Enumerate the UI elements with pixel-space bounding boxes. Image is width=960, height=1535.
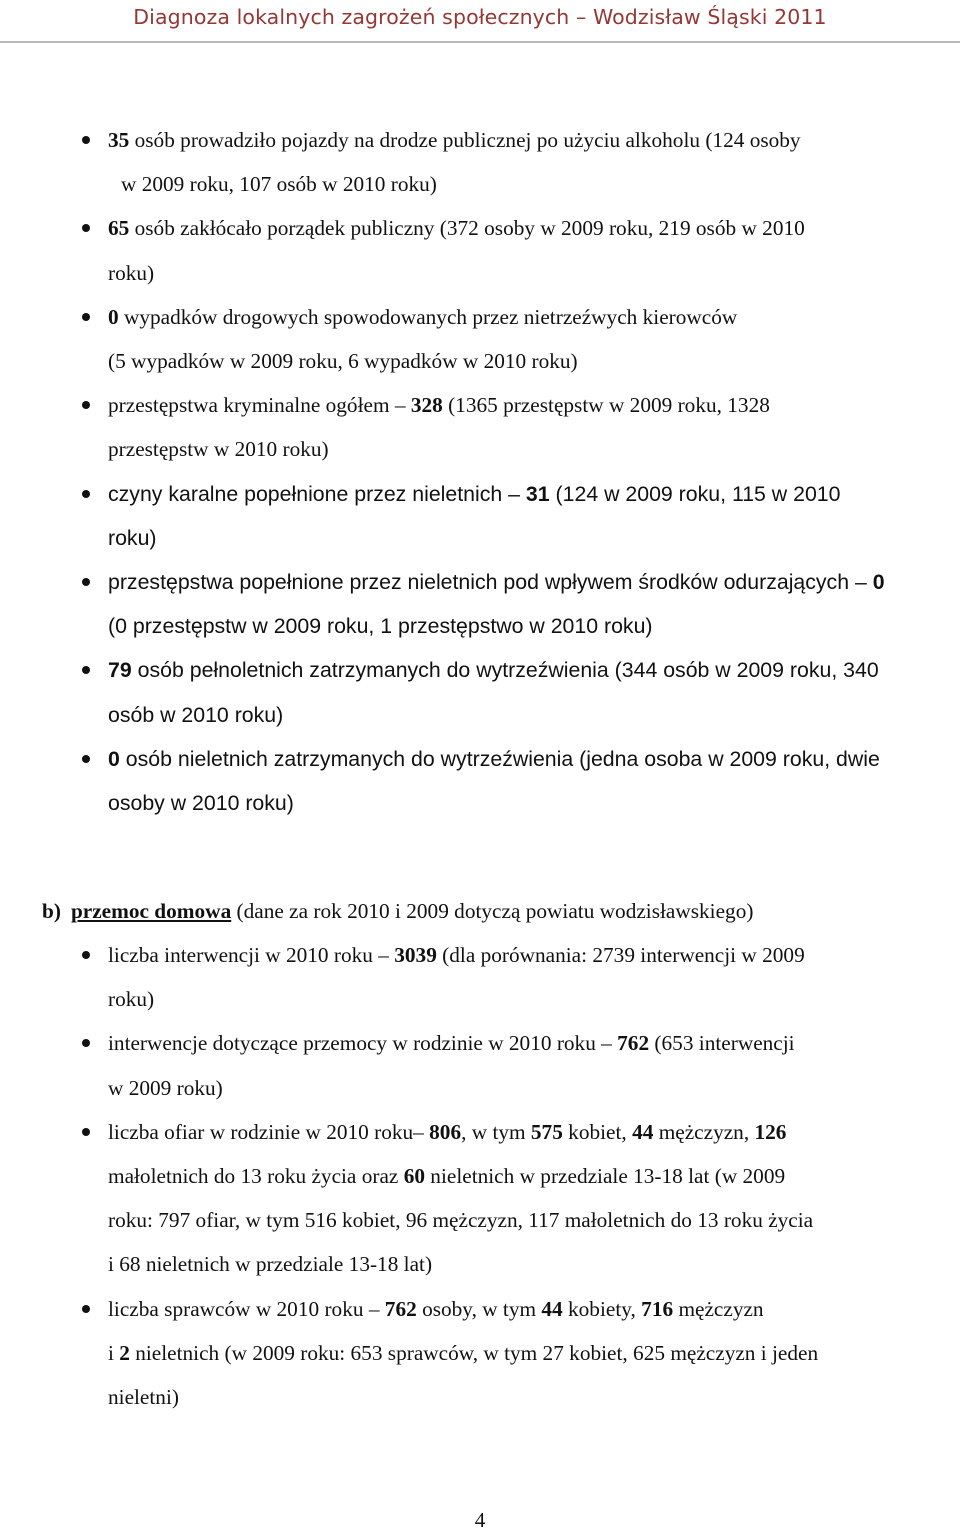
bullet-icon <box>82 1305 90 1313</box>
bullet-icon <box>82 578 90 586</box>
bullet-icon <box>82 224 90 232</box>
list-item: 0 wypadków drogowych spowodowanych przez nietrzeźwych kierowców (5 wypadków w 2009 roku, 6 wypadków w 2010 roku) <box>0 295 960 383</box>
statistics-list <box>0 118 960 825</box>
list-item: czyny karalne popełnione przez nieletnich – 31 (124 w 2009 roku, 115 w 2010 roku) <box>0 472 960 560</box>
section-title: przemoc domowa <box>70 899 232 923</box>
page-number: 4 <box>474 1508 486 1532</box>
bullet-icon <box>82 136 90 144</box>
list-item: interwencje dotyczące przemocy w rodzinie w 2010 roku – 762 (653 interwencji w 2009 roku) <box>0 1021 960 1109</box>
list-item: przestępstwa popełnione przez nieletnich pod wpływem środków odurzających – 0 (0 przestępstw w 2009 roku, 1 przestępstwo w 2010 roku) <box>0 560 960 648</box>
running-header <box>0 0 960 38</box>
section-note: (dane za rok 2010 i 2009 dotyczą powiatu wodzisławskiego) <box>231 899 754 923</box>
list-item: liczba interwencji w 2010 roku – 3039 (dla porównania: 2739 interwencji w 2009 roku) <box>0 933 960 1021</box>
bullet-icon <box>82 401 90 409</box>
list-item: 0 osób nieletnich zatrzymanych do wytrzeźwienia (jedna osoba w 2009 roku, dwie osoby w 2010 roku) <box>0 737 960 825</box>
list-item: liczba ofiar w rodzinie w 2010 roku– 806, w tym 575 kobiet, 44 mężczyzn, 126 małoletnich do 13 roku życia oraz 60 nieletnich w przedziale 13-18 lat (w 2009 roku: 797 ofiar, w tym 516 kobiet, 96 mężczyzn, 117 małoletnich do 13 roku życia i 68 nieletnich w przedziale 13-18 lat) <box>0 1110 960 1287</box>
list-item: przestępstwa kryminalne ogółem – 328 (1365 przestępstw w 2009 roku, 1328 przestępstw w 2010 roku) <box>0 383 960 471</box>
bullet-icon <box>82 490 90 498</box>
section-label: b) <box>42 899 61 923</box>
bullet-icon <box>82 666 90 674</box>
bullet-icon <box>82 951 90 959</box>
bullet-icon <box>82 1128 90 1136</box>
domestic-violence-list <box>0 933 960 1419</box>
list-item: 35 osób prowadziło pojazdy na drodze publicznej po użyciu alkoholu (124 osoby w 2009 roku, 107 osób w 2010 roku) <box>0 118 960 206</box>
bullet-icon <box>82 1039 90 1047</box>
running-header-title: Diagnoza lokalnych zagrożeń społecznych – Wodzisław Śląski 2011 <box>133 5 827 29</box>
section-heading-domestic-violence <box>42 889 753 933</box>
header-rule <box>0 41 960 43</box>
list-item: 65 osób zakłócało porządek publiczny (372 osoby w 2009 roku, 219 osób w 2010 roku) <box>0 206 960 294</box>
list-item: 79 osób pełnoletnich zatrzymanych do wytrzeźwienia (344 osób w 2009 roku, 340 osób w 2010 roku) <box>0 648 960 736</box>
bullet-icon <box>82 755 90 763</box>
bullet-icon <box>82 313 90 321</box>
list-item: liczba sprawców w 2010 roku – 762 osoby, w tym 44 kobiety, 716 mężczyzn i 2 nieletnich (w 2009 roku: 653 sprawców, w tym 27 kobiet, 625 mężczyzn i jeden nieletni) <box>0 1287 960 1420</box>
